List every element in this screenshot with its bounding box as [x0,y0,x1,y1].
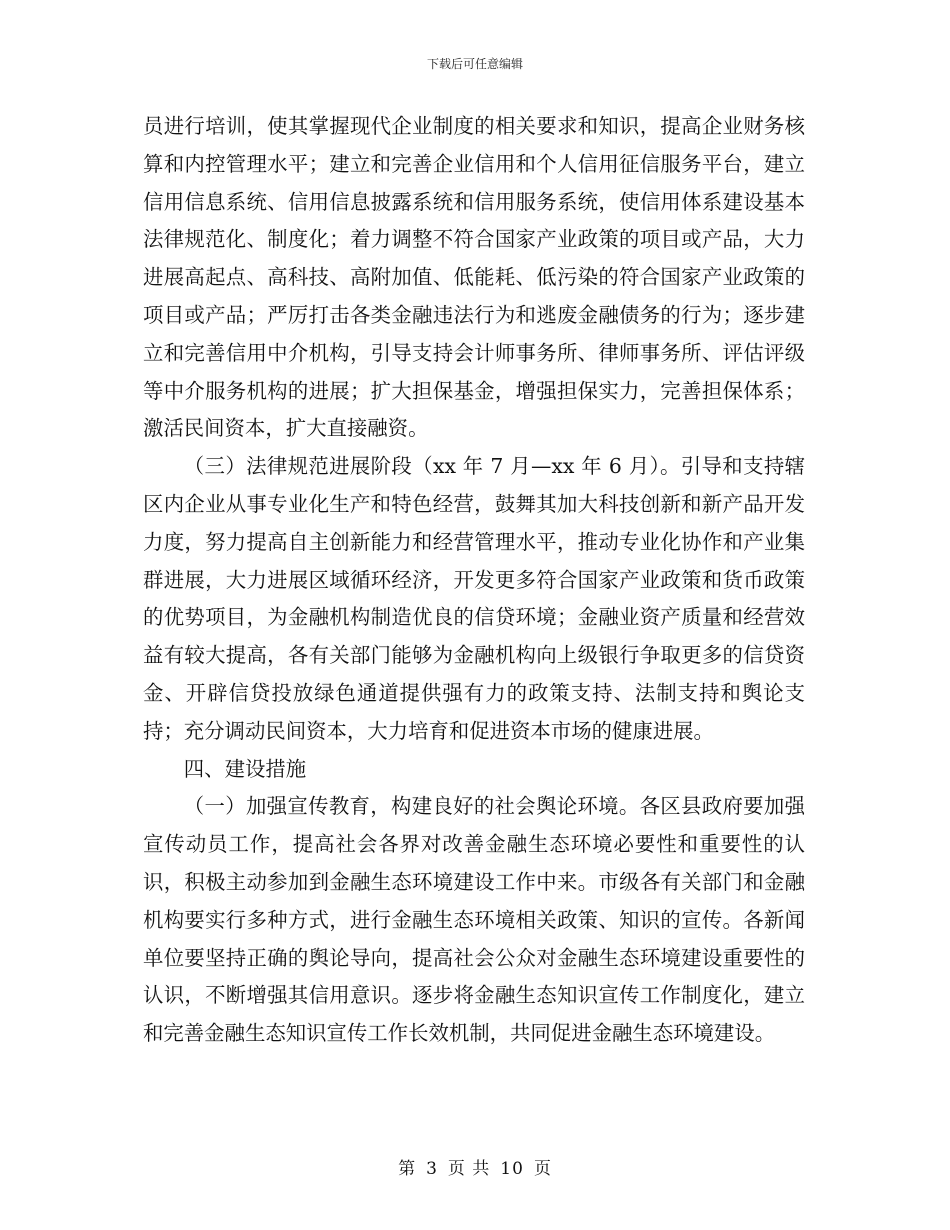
footer-middle: 页 共 [447,1159,491,1179]
section-heading: 四、建设措施 [183,756,307,781]
page-header: 下载后可任意编辑 [426,57,523,71]
footer-total-pages: 10 [500,1159,524,1179]
page-footer [0,1154,950,1179]
paragraph-stage-three: （三）法律规范进展阶段（xx 年 7 月—xx 年 6 月）。引导和支持辖区内企业从事专业化生产和特色经营，鼓舞其加大科技创新和新产品开发力度，努力提高自主创新能力和经营管理水平，推动专业化协作和产业集群进展，大力进展区域循环经济，开发更多符合国家产业政策和货币政策的优势项目，为金融机构制造优良的信贷环境；金融业资产质量和经营效益有较大提高，各有关部门能够为金融机构向上级银行争取更多的信贷资金、开辟信贷投放绿色通道提供强有力的政策支持、法制支持和舆论支持；充分调动民间资本，大力培育和促进资本市场的健康进展。 [143,454,805,743]
footer-suffix: 页 [533,1159,552,1179]
document-body [143,108,805,1053]
paragraph-measure-one: （一）加强宣传教育，构建良好的社会舆论环境。各区县政府要加强宣传动员工作，提高社会各界对改善金融生态环境必要性和重要性的认识，积极主动参加到金融生态环境建设工作中来。市级各有关部门和金融机构要实行多种方式，进行金融生态环境相关政策、知识的宣传。各新闻单位要坚持正确的舆论导向，提高社会公众对金融生态环境建设重要性的认识，不断增强其信用意识。逐步将金融生态知识宣传工作制度化，建立和完善金融生态知识宣传工作长效机制，共同促进金融生态环境建设。 [143,794,805,1046]
footer-prefix: 第 [398,1159,417,1179]
footer-page-number: 3 [426,1159,438,1179]
paragraph-continuation: 员进行培训，使其掌握现代企业制度的相关要求和知识，提高企业财务核算和内控管理水平；建立和完善企业信用和个人信用征信服务平台，建立信用信息系统、信用信息披露系统和信用服务系统，使信用体系建设基本法律规范化、制度化；着力调整不符合国家产业政策的项目或产品，大力进展高起点、高科技、高附加值、低能耗、低污染的符合国家产业政策的项目或产品；严厉打击各类金融违法行为和逃废金融债务的行为；逐步建立和完善信用中介机构，引导支持会计师事务所、律师事务所、评估评级等中介服务机构的进展；扩大担保基金，增强担保实力，完善担保体系；激活民间资本，扩大直接融资。 [143,114,805,441]
